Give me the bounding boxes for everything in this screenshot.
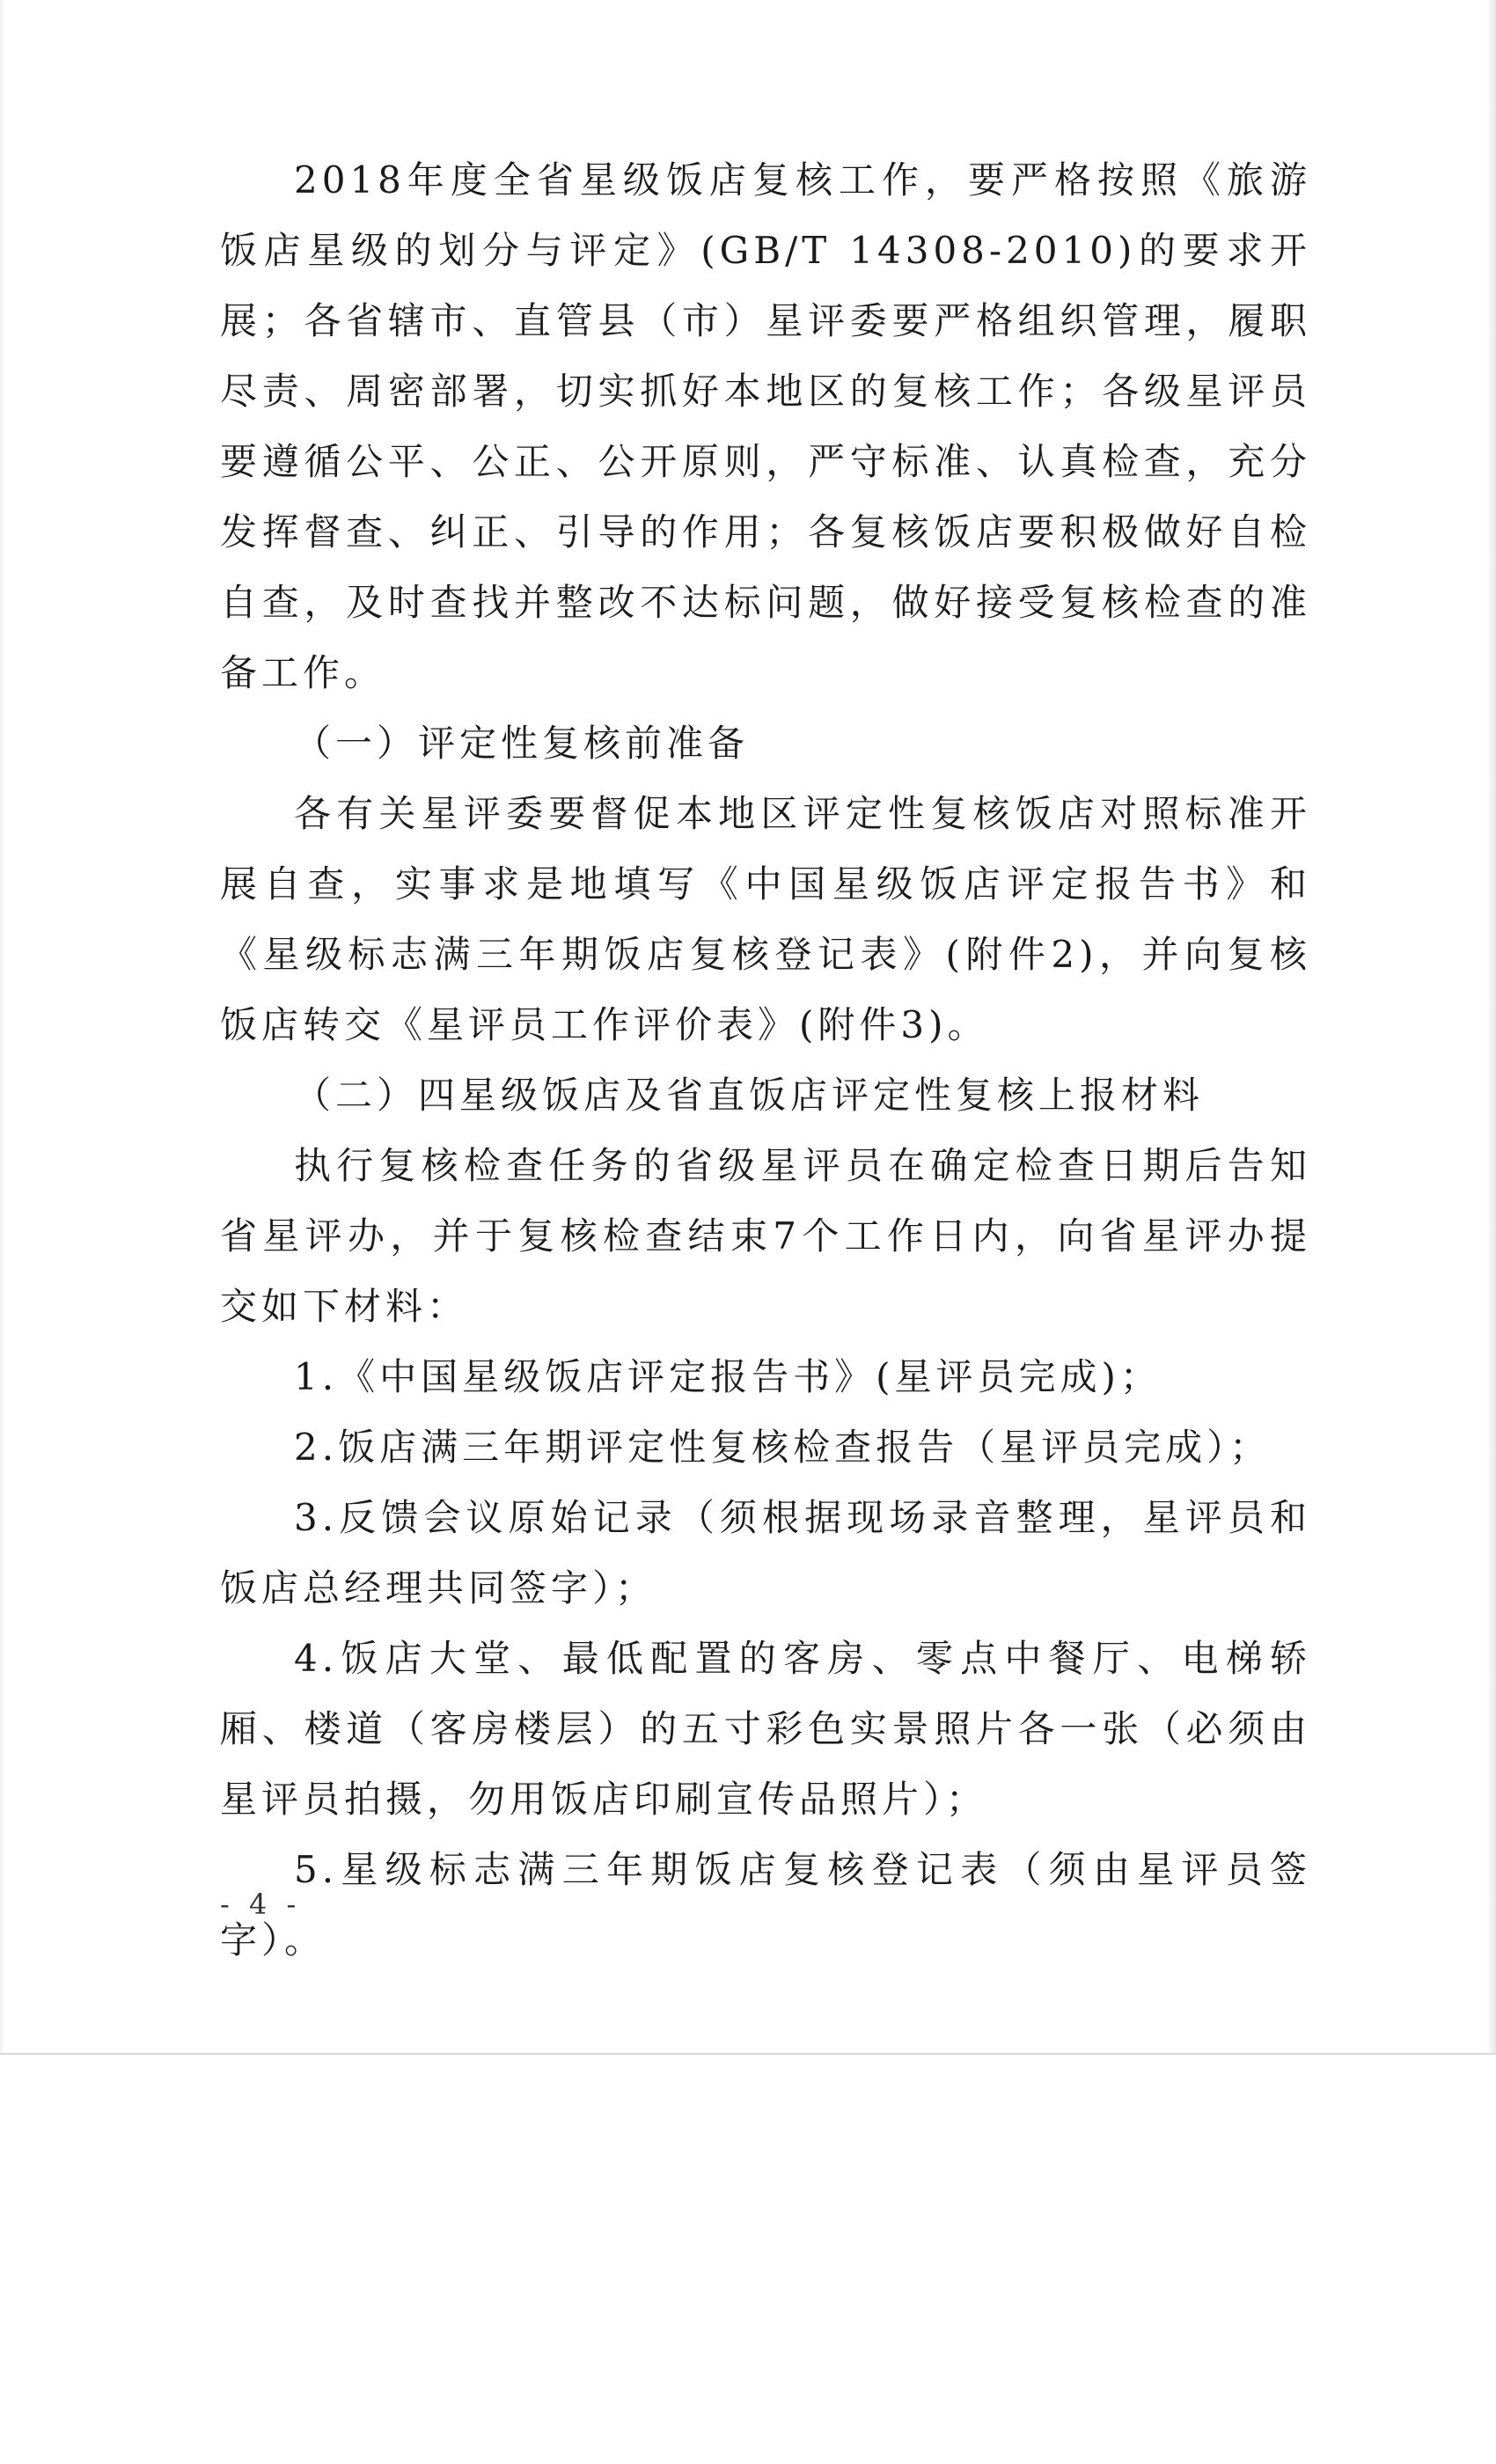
document-body	[220, 145, 1311, 1976]
page-number: - 4 -	[220, 1888, 302, 1921]
intro-paragraph: 2018年度全省星级饭店复核工作，要严格按照《旅游饭店星级的划分与评定》(GB/T 14308-2010)的要求开展；各省辖市、直管县（市）星评委要严格组织管理，履职尽责、周密部署，切实抓好本地区的复核工作；各级星评员要遵循公平、公正、公开原则，严守标准、认真检查，充分发挥督查、纠正、引导的作用；各复核饭店要积极做好自检自查，及时查找并整改不达标问题，做好接受复核检查的准备工作。	[220, 158, 1311, 694]
section-heading-1: （一）评定性复核前准备	[294, 722, 750, 765]
page-left-edge	[0, 0, 5, 2055]
page-right-edge	[1487, 0, 1496, 2055]
list-item-4: 4.饭店大堂、最低配置的客房、零点中餐厅、电梯轿厢、楼道（客房楼层）的五寸彩色实景照片各一张（必须由星评员拍摄，勿用饭店印刷宣传品照片）；	[220, 1637, 1311, 1821]
section-heading-2: （二）四星级饭店及省直饭店评定性复核上报材料	[294, 1074, 1205, 1117]
section-1-paragraph: 各有关星评委要督促本地区评定性复核饭店对照标准开展自查，实事求是地填写《中国星级饭店评定报告书》和《星级标志满三年期饭店复核登记表》(附件2)，并向复核饭店转交《星评员工作评价表》(附件3)。	[220, 792, 1311, 1046]
blank-area	[0, 2055, 1496, 2464]
list-item-5: 5.星级标志满三年期饭店复核登记表（须由星评员签字）。	[220, 1848, 1311, 1962]
list-item-3: 3.反馈会议原始记录（须根据现场录音整理，星评员和饭店总经理共同签字）；	[220, 1496, 1311, 1610]
section-2-paragraph: 执行复核检查任务的省级星评员在确定检查日期后告知省星评办，并于复核检查结束7个工作日内，向省星评办提交如下材料：	[220, 1144, 1311, 1328]
list-item-2: 2.饭店满三年期评定性复核检查报告（星评员完成）；	[294, 1426, 1272, 1469]
list-item-1: 1.《中国星级饭店评定报告书》(星评员完成)；	[294, 1355, 1162, 1398]
